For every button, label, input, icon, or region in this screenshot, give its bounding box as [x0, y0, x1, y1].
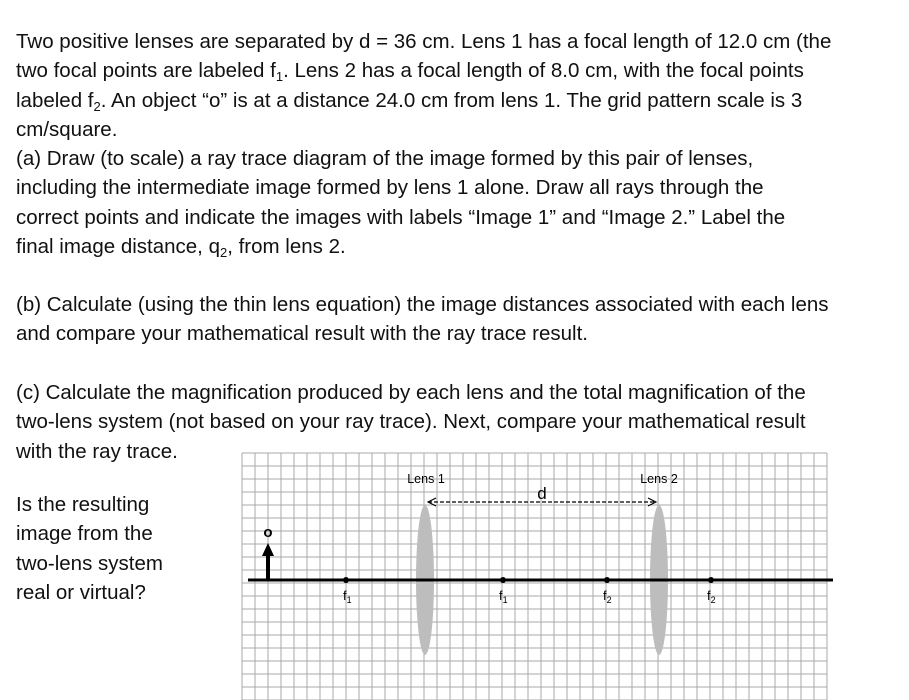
intro-line-1: Two positive lenses are separated by d = 36 cm. Lens 1 has a focal length of 12.0 cm (the: [16, 30, 832, 53]
focal-point-f1-right: [500, 577, 506, 583]
lens-1-label: Lens 1: [407, 472, 445, 486]
question-line-3: two-lens system: [16, 551, 163, 575]
distance-label: d: [537, 484, 547, 503]
intro-line-4: cm/square.: [16, 117, 118, 141]
part-a-line-2: including the intermediate image formed by lens 1 alone. Draw all rays through the: [16, 176, 764, 200]
part-c-line-2: two-lens system (not based on your ray trace). Next, compare your mathematical result: [16, 410, 806, 434]
object-label: o: [263, 524, 273, 541]
focal-label-f2-left: $f_2$: [603, 588, 612, 605]
question-line-4: real or virtual?: [16, 580, 146, 604]
part-b-line-2: and compare your mathematical result with the ray trace result.: [16, 322, 588, 346]
lens-2-label: Lens 2: [640, 472, 678, 486]
object-arrowhead: [262, 543, 274, 556]
focal-label-f2-right: $f_2$: [707, 588, 716, 605]
focal-point-f2-right: [708, 577, 714, 583]
part-a-line-1: (a) Draw (to scale) a ray trace diagram of the image formed by this pair of lenses,: [16, 147, 754, 170]
grid-lines: [242, 453, 827, 700]
focal-point-f1-left: [343, 577, 349, 583]
part-b-line-1: (b) Calculate (using the thin lens equation) the image distances associated with each lens: [16, 293, 829, 316]
part-c-line-3: with the ray trace.: [16, 439, 178, 463]
focal-point-f2-left: [604, 577, 610, 583]
part-c-line-1: (c) Calculate the magnification produced by each lens and the total magnification of the: [16, 381, 806, 404]
part-a-line-3: correct points and indicate the images with labels “Image 1” and “Image 2.” Label the: [16, 205, 786, 229]
intro-line-2: two focal points are labeled $f_1$. Lens 2 has a focal length of 8.0 cm, with the focal points: [16, 59, 804, 85]
focal-label-f1-right: $f_1$: [499, 588, 508, 605]
question-line-1: Is the resulting: [16, 493, 150, 516]
intro-line-3: labeled $f_2$. An object “o” is at a distance 24.0 cm from lens 1. The grid pattern scale is 3: [16, 88, 803, 114]
focal-label-f1-left: $f_1$: [343, 588, 352, 605]
question-line-2: image from the: [16, 522, 153, 546]
part-a-line-4: final image distance, $q_2$, from lens 2.: [16, 234, 346, 260]
